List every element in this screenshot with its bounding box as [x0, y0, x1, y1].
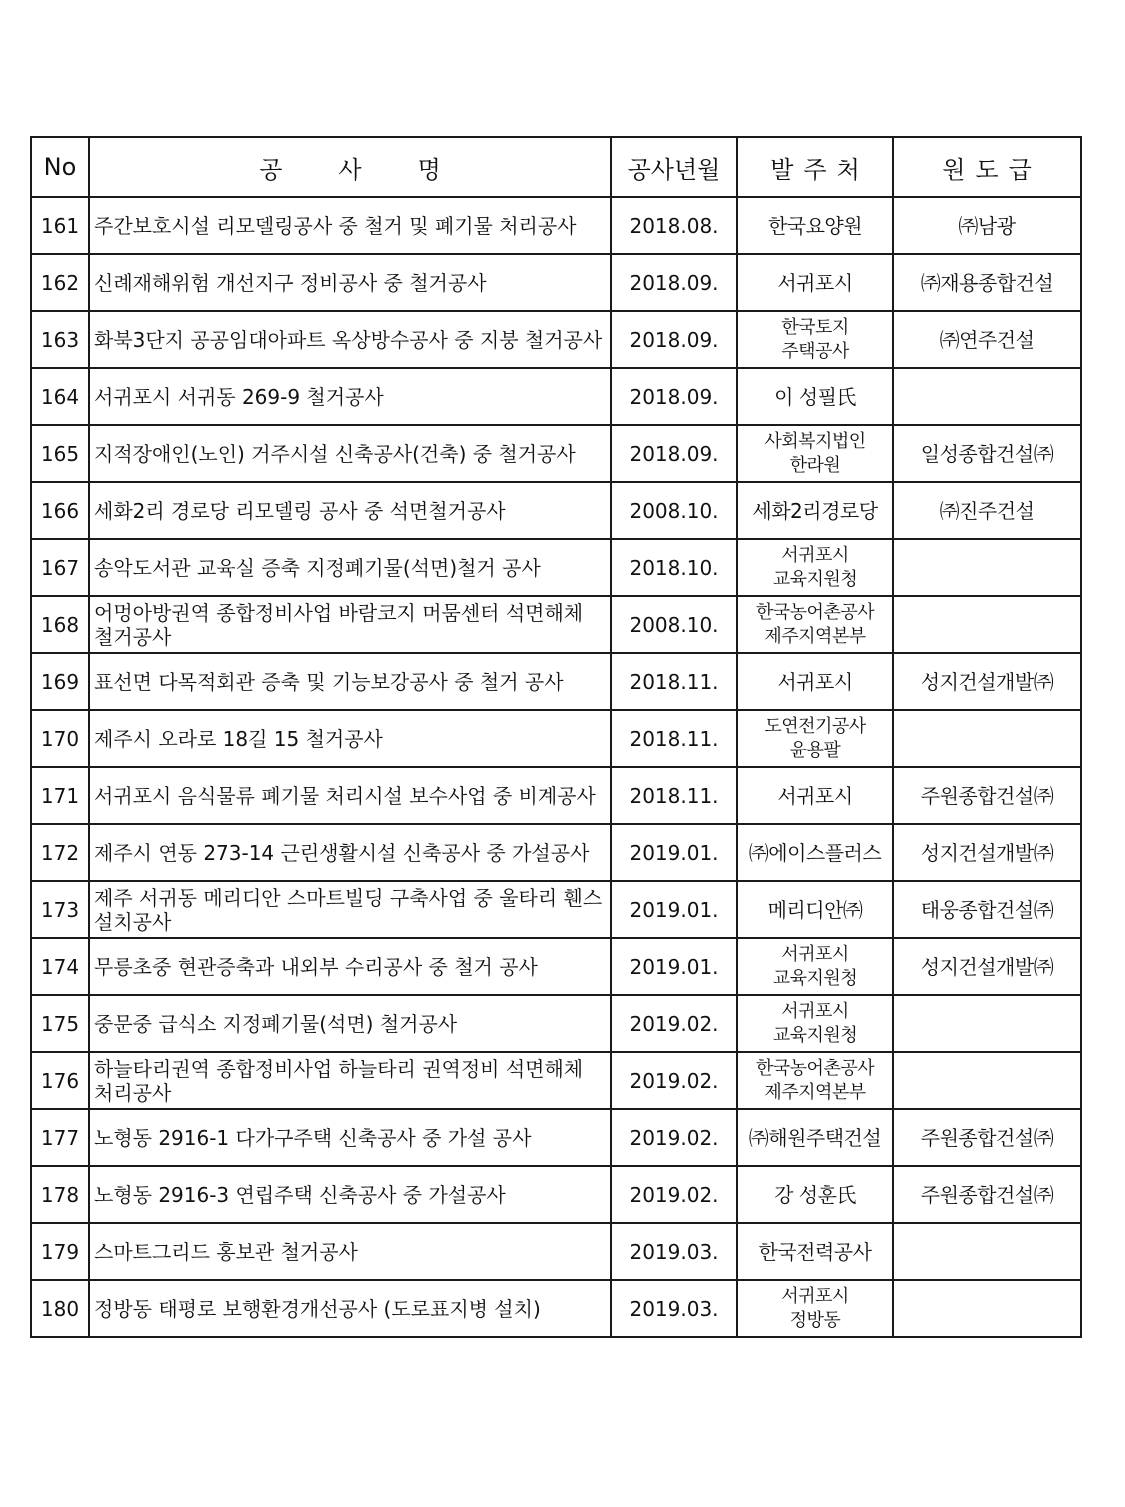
project-name-cell: 제주 서귀동 메리디안 스마트빌딩 구축사업 중 울타리 휀스 설치공사: [89, 881, 611, 938]
prime-contractor-cell: [893, 596, 1081, 653]
row-number: 172: [31, 824, 89, 881]
table-header: [31, 137, 1081, 197]
construction-record-table: [30, 136, 1082, 1338]
table-row: [31, 653, 1081, 710]
construction-date-cell: 2019.02.: [611, 1166, 737, 1223]
construction-date-cell: 2019.02.: [611, 1052, 737, 1109]
table-row: [31, 197, 1081, 254]
client-cell: 이 성필氏: [737, 368, 893, 425]
table-row: [31, 1223, 1081, 1280]
client-cell: 서귀포시 교육지원청: [737, 938, 893, 995]
table-row: [31, 311, 1081, 368]
prime-contractor-cell: 주원종합건설㈜: [893, 1109, 1081, 1166]
table-row: [31, 254, 1081, 311]
table-row: [31, 425, 1081, 482]
row-number: 164: [31, 368, 89, 425]
prime-contractor-cell: [893, 1052, 1081, 1109]
construction-date-cell: 2019.01.: [611, 938, 737, 995]
construction-record-sheet: [30, 136, 1080, 1338]
client-cell: ㈜해원주택건설: [737, 1109, 893, 1166]
client-cell: 메리디안㈜: [737, 881, 893, 938]
client-cell: 사회복지법인 한라원: [737, 425, 893, 482]
table-row: [31, 596, 1081, 653]
prime-contractor-cell: 태웅종합건설㈜: [893, 881, 1081, 938]
row-number: 165: [31, 425, 89, 482]
project-name-cell: 어멍아방권역 종합정비사업 바람코지 머뭄센터 석면해체 철거공사: [89, 596, 611, 653]
prime-contractor-cell: ㈜연주건설: [893, 311, 1081, 368]
construction-date-cell: 2018.11.: [611, 767, 737, 824]
project-name-cell: 제주시 연동 273-14 근린생활시설 신축공사 중 가설공사: [89, 824, 611, 881]
construction-date-cell: 2019.02.: [611, 995, 737, 1052]
table-row: [31, 539, 1081, 596]
row-number: 174: [31, 938, 89, 995]
client-cell: 강 성훈氏: [737, 1166, 893, 1223]
table-row: [31, 938, 1081, 995]
client-cell: 서귀포시: [737, 767, 893, 824]
client-cell: 서귀포시: [737, 254, 893, 311]
header-no: No: [31, 137, 89, 197]
row-number: 171: [31, 767, 89, 824]
prime-contractor-cell: [893, 995, 1081, 1052]
project-name-cell: 무릉초중 현관증축과 내외부 수리공사 중 철거 공사: [89, 938, 611, 995]
prime-contractor-cell: ㈜진주건설: [893, 482, 1081, 539]
construction-date-cell: 2019.01.: [611, 881, 737, 938]
project-name-cell: 화북3단지 공공임대아파트 옥상방수공사 중 지붕 철거공사: [89, 311, 611, 368]
project-name-cell: 노형동 2916-1 다가구주택 신축공사 중 가설 공사: [89, 1109, 611, 1166]
prime-contractor-cell: 일성종합건설㈜: [893, 425, 1081, 482]
prime-contractor-cell: 성지건설개발㈜: [893, 824, 1081, 881]
header-client: 발주처: [737, 137, 893, 197]
construction-date-cell: 2019.02.: [611, 1109, 737, 1166]
prime-contractor-cell: 주원종합건설㈜: [893, 767, 1081, 824]
row-number: 176: [31, 1052, 89, 1109]
construction-date-cell: 2018.08.: [611, 197, 737, 254]
project-name-cell: 주간보호시설 리모델링공사 중 철거 및 폐기물 처리공사: [89, 197, 611, 254]
construction-date-cell: 2018.11.: [611, 710, 737, 767]
project-name-cell: 노형동 2916-3 연립주택 신축공사 중 가설공사: [89, 1166, 611, 1223]
project-name-cell: 신례재해위험 개선지구 정비공사 중 철거공사: [89, 254, 611, 311]
construction-date-cell: 2018.09.: [611, 254, 737, 311]
construction-date-cell: 2018.10.: [611, 539, 737, 596]
construction-date-cell: 2018.11.: [611, 653, 737, 710]
table-row: [31, 995, 1081, 1052]
row-number: 175: [31, 995, 89, 1052]
project-name-cell: 서귀포시 서귀동 269-9 철거공사: [89, 368, 611, 425]
header-construction-date: 공사년월: [611, 137, 737, 197]
client-cell: 서귀포시: [737, 653, 893, 710]
construction-date-cell: 2019.01.: [611, 824, 737, 881]
table-row: [31, 1109, 1081, 1166]
row-number: 173: [31, 881, 89, 938]
project-name-cell: 세화2리 경로당 리모델링 공사 중 석면철거공사: [89, 482, 611, 539]
client-cell: 한국농어촌공사 제주지역본부: [737, 596, 893, 653]
prime-contractor-cell: 주원종합건설㈜: [893, 1166, 1081, 1223]
client-cell: 도연전기공사 윤용팔: [737, 710, 893, 767]
row-number: 166: [31, 482, 89, 539]
table-row: [31, 1166, 1081, 1223]
client-cell: 한국농어촌공사 제주지역본부: [737, 1052, 893, 1109]
client-cell: 서귀포시 교육지원청: [737, 539, 893, 596]
client-cell: 세화2리경로당: [737, 482, 893, 539]
project-name-cell: 지적장애인(노인) 거주시설 신축공사(건축) 중 철거공사: [89, 425, 611, 482]
client-cell: 한국전력공사: [737, 1223, 893, 1280]
row-number: 161: [31, 197, 89, 254]
row-number: 163: [31, 311, 89, 368]
row-number: 170: [31, 710, 89, 767]
prime-contractor-cell: [893, 1280, 1081, 1337]
prime-contractor-cell: ㈜남광: [893, 197, 1081, 254]
row-number: 169: [31, 653, 89, 710]
row-number: 168: [31, 596, 89, 653]
client-cell: 서귀포시 교육지원청: [737, 995, 893, 1052]
table-row: [31, 482, 1081, 539]
project-name-cell: 송악도서관 교육실 증축 지정폐기물(석면)철거 공사: [89, 539, 611, 596]
table-row: [31, 1052, 1081, 1109]
row-number: 179: [31, 1223, 89, 1280]
client-cell: 서귀포시 정방동: [737, 1280, 893, 1337]
table-body: [31, 197, 1081, 1337]
prime-contractor-cell: 성지건설개발㈜: [893, 938, 1081, 995]
project-name-cell: 정방동 태평로 보행환경개선공사 (도로표지병 설치): [89, 1280, 611, 1337]
table-row: [31, 710, 1081, 767]
construction-date-cell: 2019.03.: [611, 1280, 737, 1337]
project-name-cell: 표선면 다목적회관 증축 및 기능보강공사 중 철거 공사: [89, 653, 611, 710]
table-row: [31, 881, 1081, 938]
project-name-cell: 스마트그리드 홍보관 철거공사: [89, 1223, 611, 1280]
construction-date-cell: 2008.10.: [611, 596, 737, 653]
prime-contractor-cell: ㈜재용종합건설: [893, 254, 1081, 311]
prime-contractor-cell: [893, 710, 1081, 767]
client-cell: 한국토지 주택공사: [737, 311, 893, 368]
construction-date-cell: 2008.10.: [611, 482, 737, 539]
table-row: [31, 824, 1081, 881]
construction-date-cell: 2018.09.: [611, 425, 737, 482]
client-cell: 한국요양원: [737, 197, 893, 254]
project-name-cell: 중문중 급식소 지정폐기물(석면) 철거공사: [89, 995, 611, 1052]
prime-contractor-cell: [893, 1223, 1081, 1280]
row-number: 180: [31, 1280, 89, 1337]
prime-contractor-cell: 성지건설개발㈜: [893, 653, 1081, 710]
client-cell: ㈜에이스플러스: [737, 824, 893, 881]
row-number: 178: [31, 1166, 89, 1223]
row-number: 162: [31, 254, 89, 311]
project-name-cell: 하늘타리권역 종합정비사업 하늘타리 권역정비 석면해체 처리공사: [89, 1052, 611, 1109]
table-row: [31, 767, 1081, 824]
project-name-cell: 서귀포시 음식물류 폐기물 처리시설 보수사업 중 비계공사: [89, 767, 611, 824]
header-project-name: 공사명: [89, 137, 611, 197]
row-number: 177: [31, 1109, 89, 1166]
table-row: [31, 1280, 1081, 1337]
construction-date-cell: 2018.09.: [611, 368, 737, 425]
header-row: [31, 137, 1081, 197]
table-row: [31, 368, 1081, 425]
header-prime-contractor: 원도급: [893, 137, 1081, 197]
construction-date-cell: 2019.03.: [611, 1223, 737, 1280]
row-number: 167: [31, 539, 89, 596]
prime-contractor-cell: [893, 368, 1081, 425]
project-name-cell: 제주시 오라로 18길 15 철거공사: [89, 710, 611, 767]
construction-date-cell: 2018.09.: [611, 311, 737, 368]
prime-contractor-cell: [893, 539, 1081, 596]
